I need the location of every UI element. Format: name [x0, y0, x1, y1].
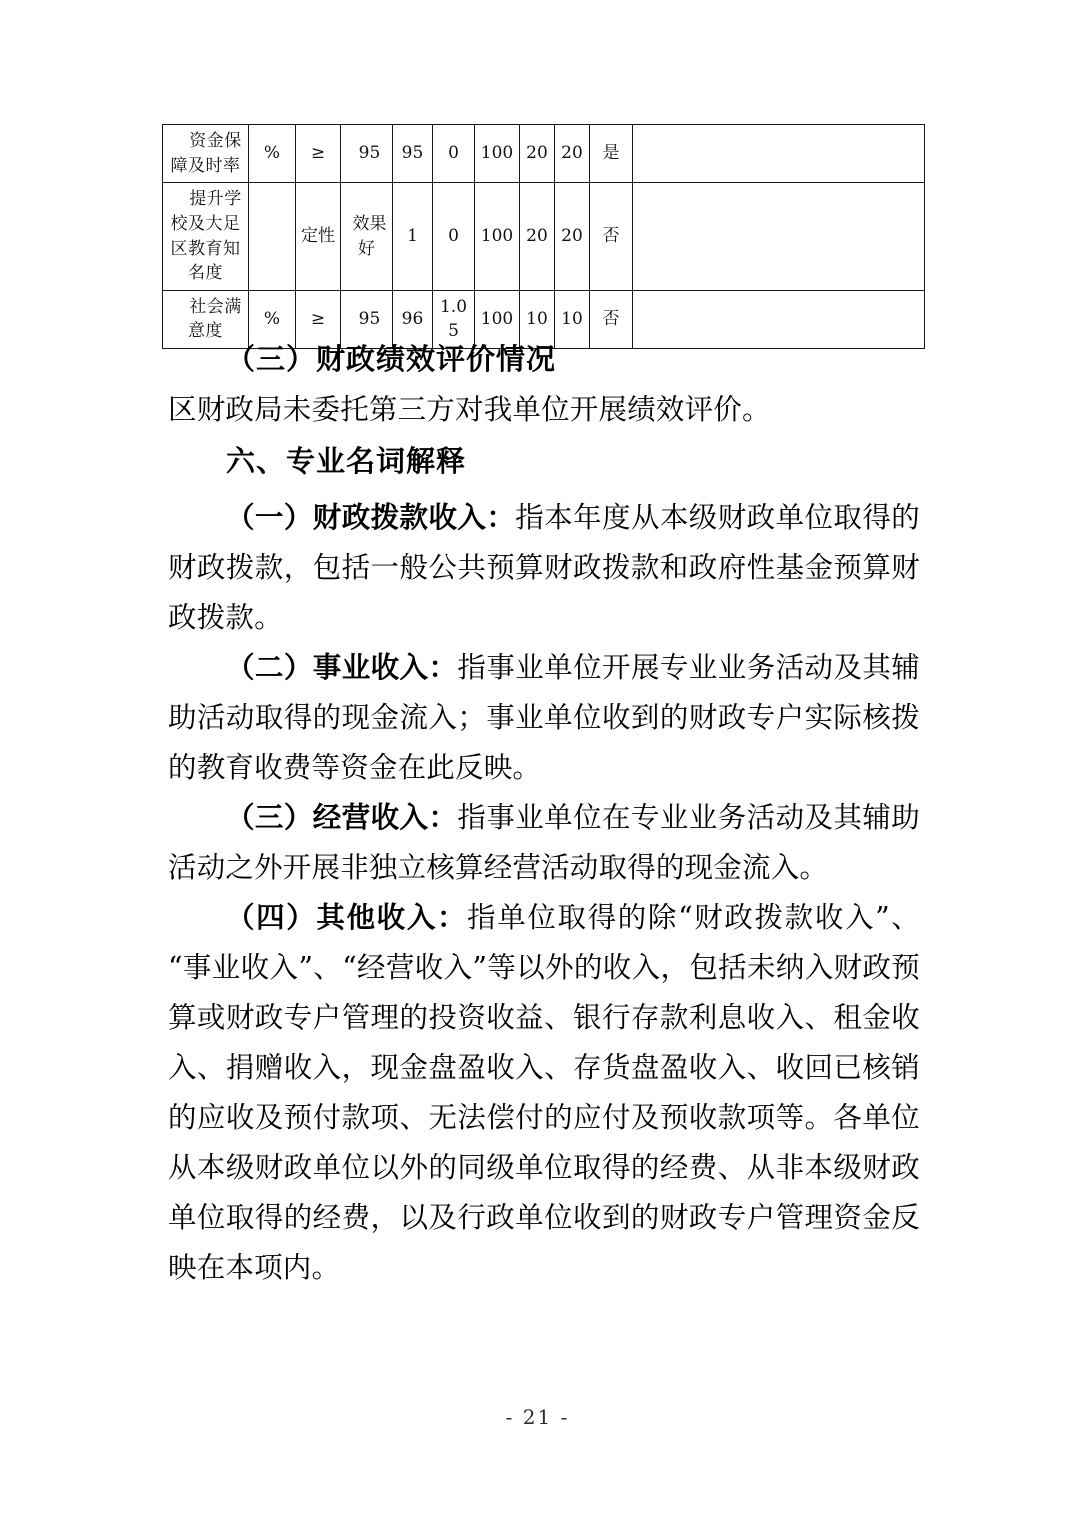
cell-completion-flag: 否: [590, 183, 633, 291]
paragraph-term-3: [168, 792, 920, 893]
cell-indicator-name: 社会满意度: [163, 290, 249, 348]
cell-note: [633, 183, 925, 291]
table-row: [163, 125, 925, 183]
cell-score-b: 10: [555, 290, 590, 348]
cell-deviation: 0: [433, 183, 475, 291]
cell-unit: %: [249, 290, 296, 348]
cell-deviation: 0: [433, 125, 475, 183]
cell-indicator-name: 资金保障及时率: [163, 125, 249, 183]
cell-symbol: 定性: [296, 183, 341, 291]
term-4-body: 指单位取得的除“财政拨款收入”、“事业收入”、“经营收入”等以外的收入，包括未纳入财政预算或财政专户管理的投资收益、银行存款利息收入、租金收入、捐赠收入，现金盘盈收入、存货盘盈收入、收回已核销的应收及预付款项、无法偿付的应付及预收款项等。各单位从本级财政单位以外的同级单位取得的经费、从非本级财政单位取得的经费，以及行政单位收到的财政专户管理资金反映在本项内。: [168, 901, 921, 1284]
cell-actual-value: 95: [393, 125, 433, 183]
cell-score-full: 100: [475, 183, 520, 291]
cell-score-b: 20: [555, 183, 590, 291]
cell-actual-value: 1: [393, 183, 433, 291]
cell-completion-flag: 否: [590, 290, 633, 348]
cell-note: [633, 125, 925, 183]
table-row: [163, 290, 925, 348]
paragraph-term-4: [168, 892, 920, 1293]
cell-target-value: 95: [341, 290, 393, 348]
term-4-lead: （四）其他收入：: [226, 900, 468, 934]
cell-symbol: ≥: [296, 290, 341, 348]
cell-score-full: 100: [475, 290, 520, 348]
paragraph-term-2: [168, 642, 920, 793]
cell-score-b: 20: [555, 125, 590, 183]
cell-actual-value: 96: [393, 290, 433, 348]
cell-note: [633, 290, 925, 348]
cell-target-value: 效果好: [341, 183, 393, 291]
cell-score-a: 20: [520, 125, 555, 183]
page-number: - 21 -: [505, 1405, 570, 1429]
heading-terms: 六、专业名词解释: [226, 444, 467, 478]
cell-score-a: 10: [520, 290, 555, 348]
cell-symbol: ≥: [296, 125, 341, 183]
cell-unit: [249, 183, 296, 291]
cell-score-full: 100: [475, 125, 520, 183]
cell-completion-flag: 是: [590, 125, 633, 183]
term-1-body: 指本年度从本级财政单位取得的财政拨款，包括一般公共预算财政拨款和政府性基金预算财政拨款。: [168, 501, 920, 634]
table: [162, 124, 925, 349]
table-row: [163, 183, 925, 291]
term-3-body: 指事业单位在专业业务活动及其辅助活动之外开展非独立核算经营活动取得的现金流入。: [168, 801, 920, 884]
term-2-lead: （二）事业收入：: [226, 650, 458, 684]
term-1-lead: （一）财政拨款收入：: [226, 500, 516, 534]
cell-indicator-name: 提升学校及大足区教育知名度: [163, 183, 249, 291]
performance-indicator-table: [162, 124, 924, 349]
term-3-lead: （三）经营收入：: [226, 800, 458, 834]
term-2-body: 指事业单位开展专业业务活动及其辅助活动取得的现金流入；事业单位收到的财政专户实际核拨的教育收费等资金在此反映。: [168, 651, 920, 784]
cell-target-value: 95: [341, 125, 393, 183]
heading-perf-eval: （三）财政绩效评价情况: [226, 342, 557, 376]
cell-score-a: 20: [520, 183, 555, 291]
cell-unit: %: [249, 125, 296, 183]
paragraph-term-1: [168, 492, 920, 643]
cell-deviation: 1.05: [433, 290, 475, 348]
paragraph-perf-eval: 区财政局未委托第三方对我单位开展绩效评价。: [168, 393, 771, 426]
